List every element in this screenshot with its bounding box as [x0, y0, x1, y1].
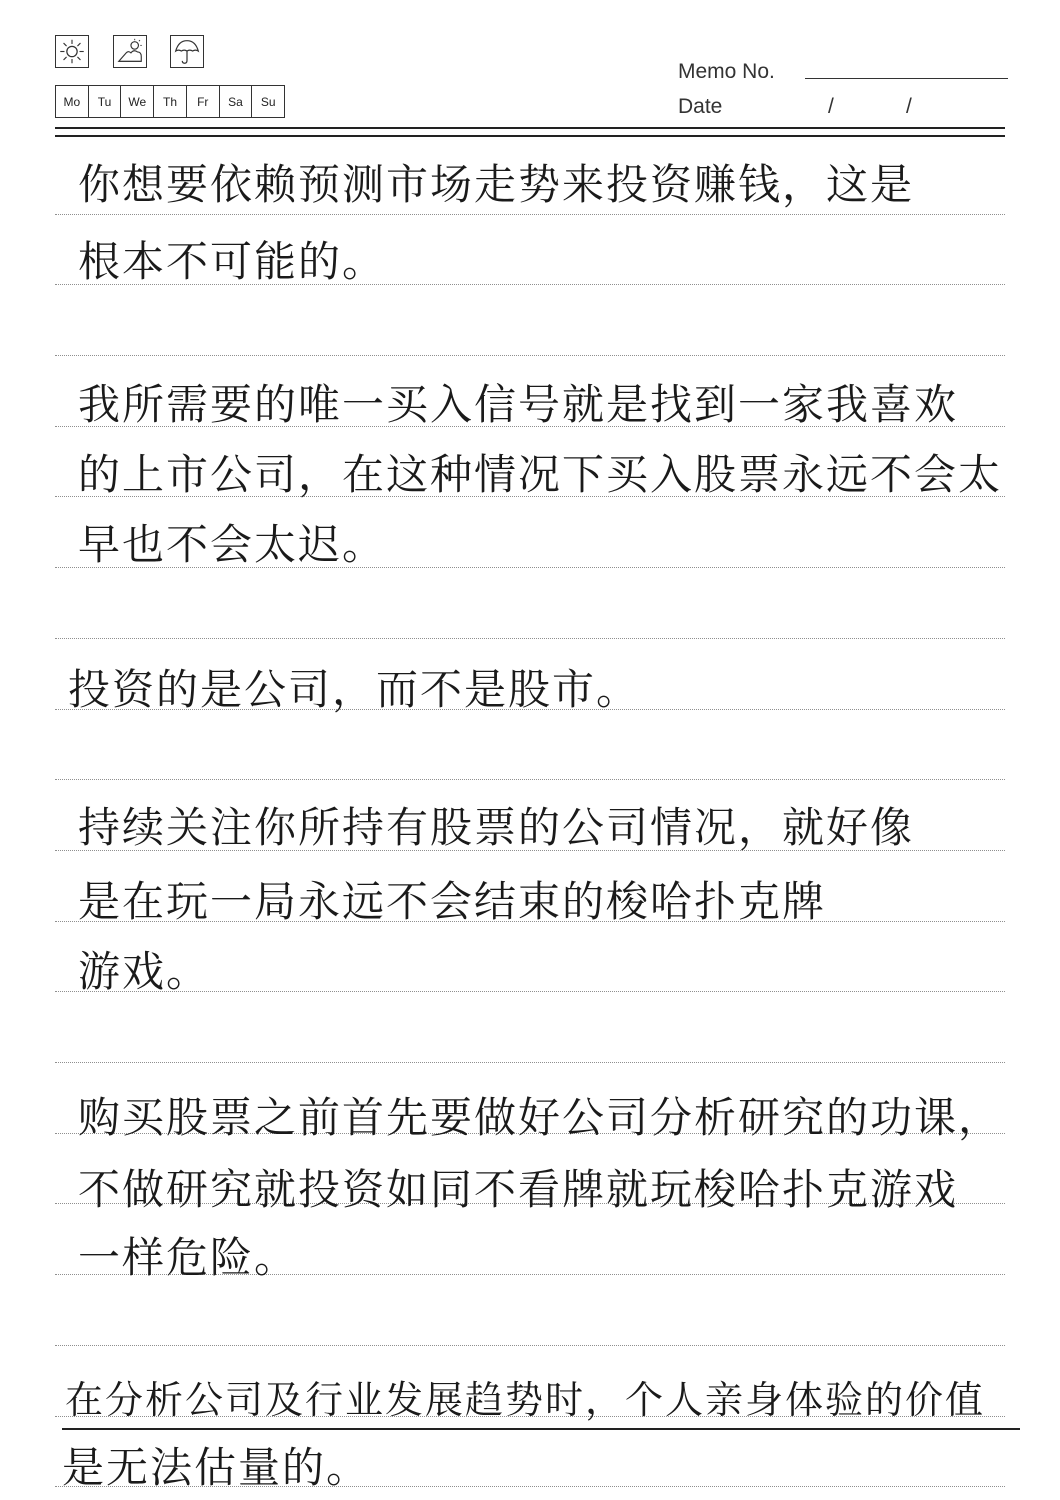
- handwritten-line: 在分析公司及行业发展趋势时，个人亲身体验的价值: [65, 1378, 986, 1422]
- handwritten-line: 早也不会太迟。: [78, 520, 387, 569]
- ruled-line: [55, 355, 1005, 356]
- handwritten-underline: [62, 1428, 1020, 1430]
- memo-no-label: Memo No.: [678, 60, 775, 83]
- handwritten-line: 你想要依赖预测市场走势来投资赚钱，这是: [78, 160, 915, 209]
- handwritten-line: 是在玩一局永远不会结束的梭哈扑克牌: [78, 877, 827, 926]
- weather-box-sunny: [55, 35, 89, 68]
- umbrella-icon: [171, 36, 203, 67]
- sun-icon: [56, 36, 88, 67]
- ruled-line: [55, 214, 1005, 215]
- handwritten-line: 游戏。: [78, 947, 211, 996]
- ruled-line: [55, 779, 1005, 780]
- day-box-th: Th: [154, 86, 187, 117]
- day-box-su: Su: [260, 94, 276, 109]
- handwritten-line: 的上市公司，在这种情况下买入股票永远不会太: [78, 450, 1003, 499]
- handwritten-line: 我所需要的唯一买入信号就是找到一家我喜欢: [78, 380, 959, 429]
- ruled-line: [55, 1062, 1005, 1063]
- memo-no-line: [805, 78, 1008, 79]
- ruled-line: [55, 1345, 1005, 1346]
- day-box-we: We: [121, 86, 154, 117]
- date-separator: /: [828, 95, 834, 118]
- header-rule: [55, 127, 1005, 129]
- date-label: Date: [678, 95, 723, 118]
- partly-cloudy-icon: [114, 36, 146, 67]
- day-box-mo: Mo: [56, 86, 89, 117]
- handwritten-line: 购买股票之前首先要做好公司分析研究的功课，: [78, 1093, 1003, 1142]
- handwritten-line: 持续关注你所持有股票的公司情况，就好像: [78, 803, 915, 852]
- handwritten-line: 一样危险。: [78, 1233, 299, 1282]
- handwritten-line: 根本不可能的。: [78, 237, 387, 286]
- handwritten-line: 不做研究就投资如同不看牌就玩梭哈扑克游戏: [78, 1165, 959, 1214]
- date-separator: /: [906, 95, 912, 118]
- handwritten-line: 是无法估量的。: [62, 1443, 371, 1492]
- weather-box-cloudy: [113, 35, 147, 68]
- weather-box-rainy: [170, 35, 204, 68]
- ruled-line: [55, 638, 1005, 639]
- day-box-fr: Fr: [187, 86, 220, 117]
- day-box-tu: Tu: [89, 86, 122, 117]
- weekday-boxes: [55, 85, 285, 118]
- day-box-sa: Sa: [220, 86, 253, 117]
- handwritten-line: 投资的是公司，而不是股市。: [68, 665, 641, 714]
- header-rule: [55, 135, 1005, 137]
